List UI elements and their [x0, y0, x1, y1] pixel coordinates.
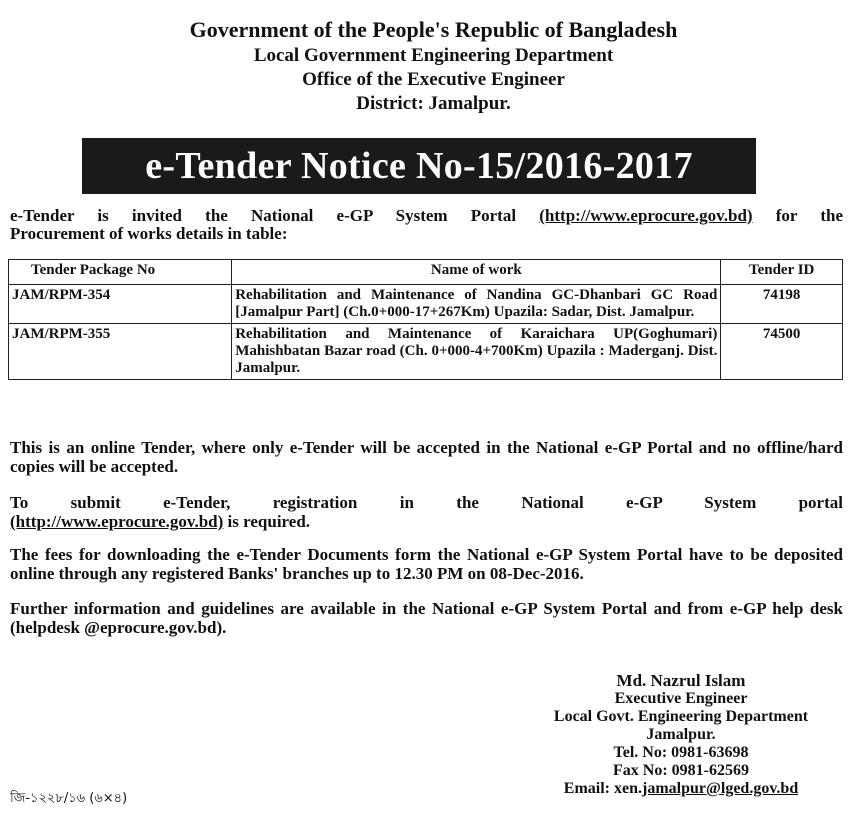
- guidelines-paragraph: Further information and guidelines are available in the National e-GP System Portal and from e-GP help desk (helpdesk @eprocure.gov.bd).: [10, 599, 843, 637]
- office-name: Office of the Executive Engineer: [302, 69, 565, 90]
- publication-code: জি-১২২৮/১৬ (৬×৪): [10, 791, 128, 806]
- fees-paragraph: The fees for downloading the e-Tender Documents form the National e-GP System Portal have to be deposited online through any registered Banks' branches up to 12.30 PM on 08-Dec-2016.: [10, 545, 843, 583]
- signatory-email: Email: xen.jamalpur@lged.gov.bd: [563, 780, 799, 797]
- intro-line-2: Procurement of works details in table:: [10, 224, 288, 243]
- work-cell: Rehabilitation and Maintenance of Nandina GC-Dhanbari GC Road [Jamalpur Part] (Ch.0+000-17+267Km) Upazila: Sadar, Dist. Jamalpur.: [232, 285, 721, 324]
- intro-line-1: e-Tender is invited the National e-GP System Portal (http://www.eprocure.gov.bd) for the: [10, 206, 843, 225]
- eprocure-link-2[interactable]: (http://www.eprocure.gov.bd): [10, 512, 224, 531]
- tender-id-cell: 74198: [721, 285, 843, 324]
- header-tender-id: Tender ID: [721, 260, 843, 285]
- tender-table: [8, 259, 843, 380]
- email-link[interactable]: jamalpur@lged.gov.bd: [641, 780, 799, 797]
- online-tender-paragraph: This is an online Tender, where only e-Tender will be accepted in the National e-GP Portal and no offline/hard copies will be accepted.: [10, 438, 843, 476]
- intro-paragraph: [10, 207, 843, 243]
- package-cell: JAM/RPM-354: [9, 285, 232, 324]
- header-work: Name of work: [232, 260, 721, 285]
- table-row: [9, 324, 843, 380]
- government-title: Government of the People's Republic of Bangladesh: [189, 17, 678, 42]
- signatory-department: Local Govt. Engineering Department: [553, 708, 809, 725]
- work-cell: Rehabilitation and Maintenance of Karaichara UP(Goghumari) Mahishbatan Bazar road (Ch. 0+000-4+700Km) Upazila : Maderganj. Dist. Jamalpur.: [232, 324, 721, 380]
- package-cell: JAM/RPM-355: [9, 324, 232, 380]
- signatory-title: Executive Engineer: [614, 690, 748, 707]
- registration-paragraph: To submit e-Tender, registration in the National e-GP System portal (http://www.eprocure.gov.bd) is required.: [10, 493, 843, 531]
- eprocure-link[interactable]: (http://www.eprocure.gov.bd): [539, 206, 753, 225]
- header-package: Tender Package No: [9, 260, 232, 285]
- signatory-fax: Fax No: 0981-62569: [613, 762, 749, 779]
- signatory-tel: Tel. No: 0981-63698: [613, 744, 749, 761]
- signature-block: [520, 672, 842, 798]
- signatory-place: Jamalpur.: [646, 726, 716, 743]
- signatory-name: Md. Nazrul Islam: [616, 671, 746, 690]
- header: [0, 16, 867, 116]
- department-name: Local Government Engineering Department: [253, 45, 614, 66]
- table-row: [9, 285, 843, 324]
- tender-id-cell: 74500: [721, 324, 843, 380]
- notice-banner: e-Tender Notice No-15/2016-2017: [82, 138, 756, 194]
- table-header-row: [9, 260, 843, 285]
- district-name: District: Jamalpur.: [356, 93, 511, 114]
